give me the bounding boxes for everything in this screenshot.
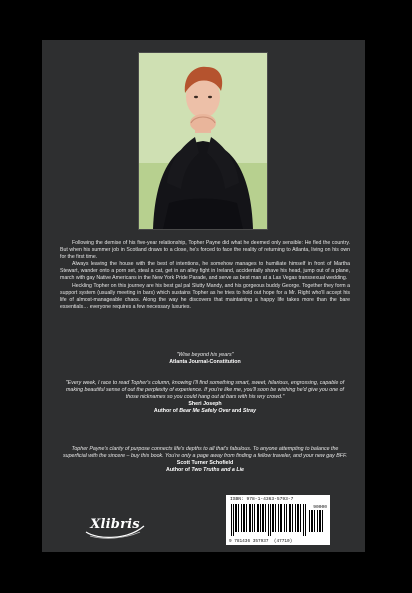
author-portrait-image xyxy=(139,53,267,229)
publisher-logo xyxy=(84,514,146,540)
quote-author: Sheri Joseph xyxy=(188,401,222,407)
back-cover xyxy=(42,40,365,552)
quote-text: Topher Payne's clarity of purpose connects life's depths to all that's fabulous. To anyone attempting to balance the superficial with the sincere – buy this book. You're only a page away from finding a fellow traveler, and your new gay BFF. xyxy=(62,446,348,459)
price-code: 90000 xyxy=(313,505,327,510)
publisher-name: Xlibris xyxy=(90,517,140,532)
description-paragraph: Always leaving the house with the best of intentions, he somehow manages to humiliate himself in front of Martha Stewart, wander onto a porn set, steal a cat, get in an alley fight in Ireland, accidentally shave his head, jump out of a plane, march with gay Native Americans in the New York Pride Parade, and serve as best man at a Las Vegas transsexual wedding. xyxy=(60,261,350,282)
isbn-barcode xyxy=(226,495,330,545)
book-description xyxy=(60,240,350,311)
quote-credit: Author of Bear Me Safely Over and Stray xyxy=(153,408,257,414)
review-quote xyxy=(60,352,350,366)
isbn-label: ISBN: 978-1-4363-5793-7 xyxy=(230,497,294,502)
quote-text: "Wise beyond his years" xyxy=(176,352,234,358)
barcode-digits: 9 781436 357937 (47710) xyxy=(229,539,293,544)
description-paragraph: Heckling Topher on this journey are his best gal pal Slutty Mandy, and his gorgeous buddy George. Together they form a support system (usually meeting in bars) which sustains Topher as he tries to hold out hope for a Mr. Right who'll accept his life of almost-manageable chaos. Along the way he discovers that maintaining a happy life takes more than the bare essentials… everyone requires a few necessary luxuries. xyxy=(60,282,350,310)
quote-credit: Author of Two Truths and a Lie xyxy=(166,467,244,473)
author-photo xyxy=(138,52,268,230)
quote-author: Scott Turner Schofield xyxy=(176,460,234,466)
review-quote xyxy=(60,446,350,474)
barcode-bars xyxy=(231,504,325,536)
description-paragraph: Following the demise of his five-year relationship, Topher Payne did what he deemed only sensible: He fled the country. But when his summer job in Scotland draws to a close, he's forced to face the reality of returning to Atlanta, living on his own for the first time. xyxy=(60,240,350,261)
quote-text: "Every week, I race to read Topher's column, knowing I'll find something smart, sweet, hilarious, engrossing, capable of making beautiful sense of out the perplexity of experience. If you're like me, you'll soon be wishing he'd give you one of those nicknames so you could hang out at bars with his wry crowd." xyxy=(65,380,345,400)
review-quote xyxy=(60,380,350,415)
quote-source: Atlanta Journal-Constitution xyxy=(169,359,241,365)
